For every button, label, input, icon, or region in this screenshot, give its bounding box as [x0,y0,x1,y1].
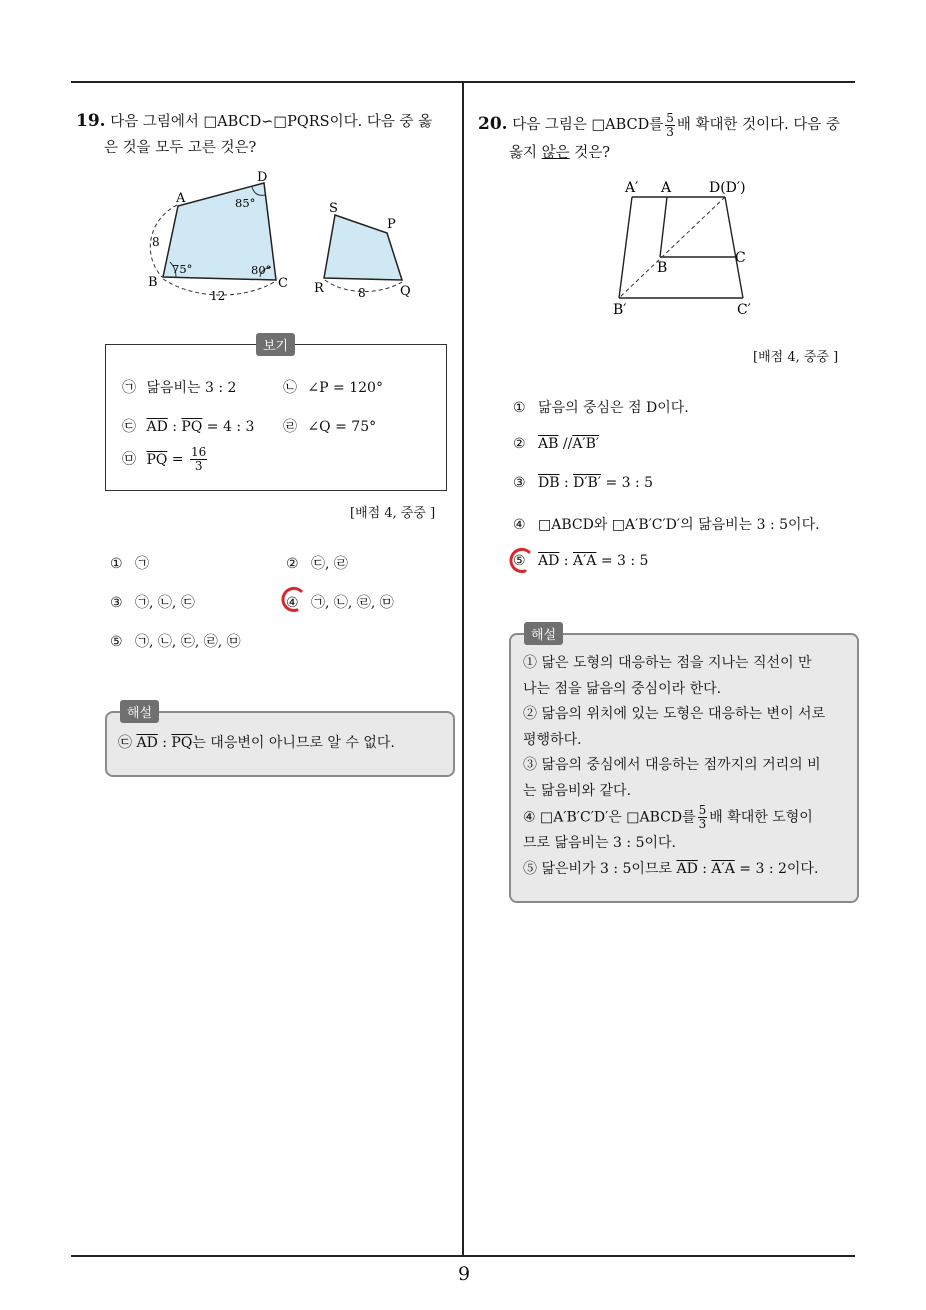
bogi-item-5: ㉤ $\overline{PQ}$ = $\frac{16}{3}$ [122,445,207,473]
label-A: A [176,191,186,206]
q20-number: 20. [478,114,508,134]
q20-explanation-text: ① 닮은 도형의 대응하는 점을 지나는 직선이 만 나는 점을 닮음의 중심이라 한다. ② 닮음의 위치에 있는 도형은 대응하는 변이 서로 평행하다. ③ 닮음의 중심에서 대응하는 점까지의 거리의 비 는 닮음비와 같다. ④ □A′B′C′D′은 □ABCD를 $\frac{5}{3}$ 배 확대한 도형이 므로 닮음비는 3 : 5이다. ⑤ 닮은비가 3 : 5이므로 $\overline{AD}$ : A′A = 3 : 2이다. [523,655,826,877]
page-number: 9 [457,1263,471,1285]
bogi-item-1: ㉠ 닮음비는 3 : 2 [122,380,237,396]
label-D: D [257,170,268,185]
q20-explanation-tag: 해설 [524,622,563,645]
q19-text-line1: 다음 그림에서 □ABCD∽□PQRS이다. 다음 중 옳 [110,114,433,130]
label-R: R [314,281,324,296]
q19-number: 19. [76,111,106,131]
bottom-rule [71,1255,855,1257]
q20-choice-2[interactable]: ② $\overline{AB}$ //A′B′ [513,436,600,452]
label-A-prime: A′ [625,180,639,196]
q20-choice-3[interactable]: ③ $\overline{DB}$ : D′B′ = 3 : 5 [513,475,654,491]
q20-line1: 20. 다음 그림은 □ABCD를 $\frac{5}{3}$ 배 확대한 것이다. 다음 중 [478,110,841,139]
bogi-item-3: ㉢ $\overline{AD}$ : $\overline{PQ} = 4$ : 3 [122,419,255,435]
column-divider [462,82,464,1257]
q20-line2: 옳지 않은 것은? [509,145,611,161]
q20-choice-5[interactable]: ⑤ $\overline{AD}$ : A′A = 3 : 5 [513,553,649,569]
bogi-item-4: ㉣ ∠Q = 75° [283,419,377,435]
len-BC: 12 [210,289,226,303]
label-S: S [329,201,338,216]
q20-choice-1[interactable]: ① 닮음의 중심은 점 D이다. [513,400,689,416]
q19-score: [배점 4, 중중 ] [350,506,436,521]
label-B: B [148,275,158,290]
fraction-16-3: $\frac{16}{3}$ [191,445,207,473]
label-B-prime: B′ [613,302,627,318]
q19-choice-2[interactable]: ② ㉢, ㉣ [286,556,348,572]
label-C: C [278,276,288,291]
label-P: P [387,217,396,232]
q19-choice-3[interactable]: ③ ㉠, ㉡, ㉢ [110,595,195,611]
q19-choice-4[interactable]: ④ ㉠, ㉡, ㉣, ㉤ [286,595,394,611]
q19-figure [140,165,430,305]
q19-block [76,108,461,161]
label-D-Dprime: D(D′) [709,180,746,196]
bogi-title: 보기 [256,333,295,356]
fraction-5-3: $\frac{5}{3}$ [666,110,674,139]
len-RQ: 8 [358,286,366,300]
label-C-prime: C′ [737,302,751,318]
q20-choice-4[interactable]: ④ □ABCD와 □A′B′C′D′의 닮음비는 3 : 5이다. [513,517,820,533]
label-B2: B [657,260,668,276]
bogi-item-2: ㉡ ∠P = 120° [283,380,383,396]
q19-explanation-tag: 해설 [120,700,159,723]
q19-choice-1[interactable]: ① ㉠ [110,556,150,572]
label-Q: Q [400,284,411,299]
angle-D: 85° [235,196,256,210]
q20-figure [605,175,775,320]
label-C2: C [735,250,746,266]
q20-score: [배점 4, 중중 ] [753,350,839,365]
q19-explanation-text: ㉢ $\overline{AD}$ : $\overline{PQ}$는 대응변이 아니므로 알 수 없다. [118,735,395,751]
angle-C: 80° [251,263,272,277]
len-AB: 8 [152,235,160,249]
angle-B: 75° [172,262,193,276]
q19-text-line2: 은 것을 모두 고른 것은? [104,140,257,156]
q19-answer-circle [277,585,307,615]
q19-choice-5[interactable]: ⑤ ㉠, ㉡, ㉢, ㉣, ㉤ [110,634,241,650]
label-A2: A [661,180,672,196]
